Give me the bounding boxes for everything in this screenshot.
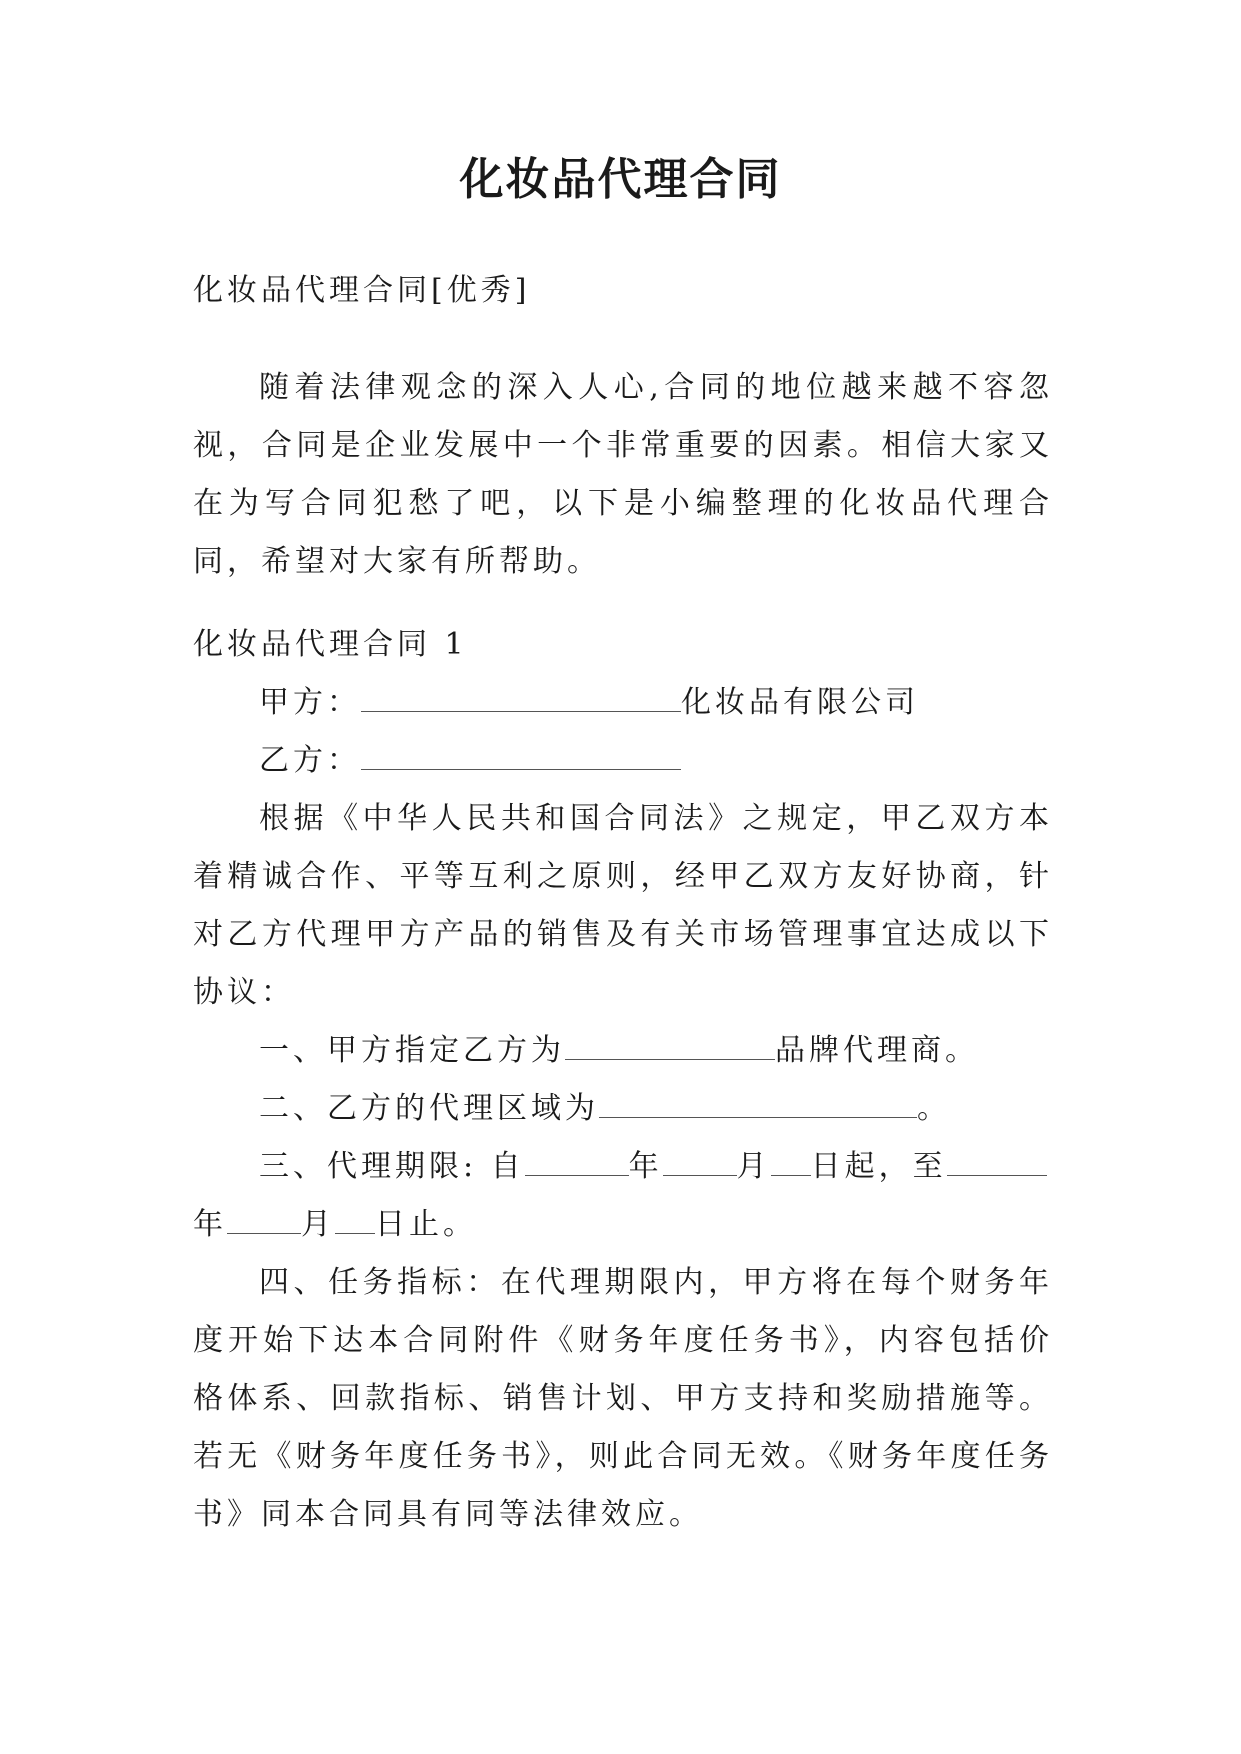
party-b-line: [193, 732, 1053, 790]
document-title: 化妆品代理合同: [459, 154, 782, 205]
start-month-blank: [663, 1141, 737, 1176]
intro-paragraph: 随着法律观念的深入人心,合同的地位越来越不容忽视，合同是企业发展中一个非常重要的因素。相信大家又在为写合同犯愁了吧，以下是小编整理的化妆品代理合同，希望对大家有所帮助。: [193, 370, 1053, 579]
clause-4: 四、任务指标：在代理期限内，甲方将在每个财务年度开始下达本合同附件《财务年度任务书》，内容包括价格体系、回款指标、销售计划、甲方支持和奖励措施等。若无《财务年度任务书》，则此合同无效。《财务年度任务书》同本合同具有同等法律效应。: [193, 1265, 1053, 1532]
section-heading: 化妆品代理合同 1: [193, 627, 468, 662]
clause-3-line-1: 三、代理期限: 自 年 月 日起，至: [193, 1138, 1053, 1196]
contract-body: [193, 616, 1053, 1544]
party-b-blank: [361, 735, 681, 770]
party-a-label: 甲方：: [259, 685, 361, 720]
start-day-blank: [771, 1141, 811, 1176]
brand-blank: [565, 1025, 775, 1060]
end-year-blank: [947, 1141, 1047, 1176]
end-day-blank: [335, 1199, 375, 1234]
party-b-label: 乙方：: [259, 743, 361, 778]
document-subtitle: 化妆品代理合同[优秀]: [193, 273, 531, 308]
start-year-blank: [525, 1141, 629, 1176]
basis-paragraph: 根据《中华人民共和国合同法》之规定，甲乙双方本着精诚合作、平等互利之原则，经甲乙双方友好协商，针对乙方代理甲方产品的销售及有关市场管理事宜达成以下协议：: [193, 801, 1053, 1010]
end-month-blank: [227, 1199, 301, 1234]
region-blank: [599, 1083, 917, 1118]
clause-3-line-2: 年 月 日止。: [193, 1196, 1053, 1254]
party-a-blank: [361, 677, 681, 712]
party-a-suffix: 化妆品有限公司: [681, 685, 919, 720]
party-a-line: [193, 674, 1053, 732]
clause-2: 二、乙方的代理区域为 。: [193, 1080, 1053, 1138]
clause-1: 一、甲方指定乙方为 品牌代理商。: [193, 1022, 1053, 1080]
